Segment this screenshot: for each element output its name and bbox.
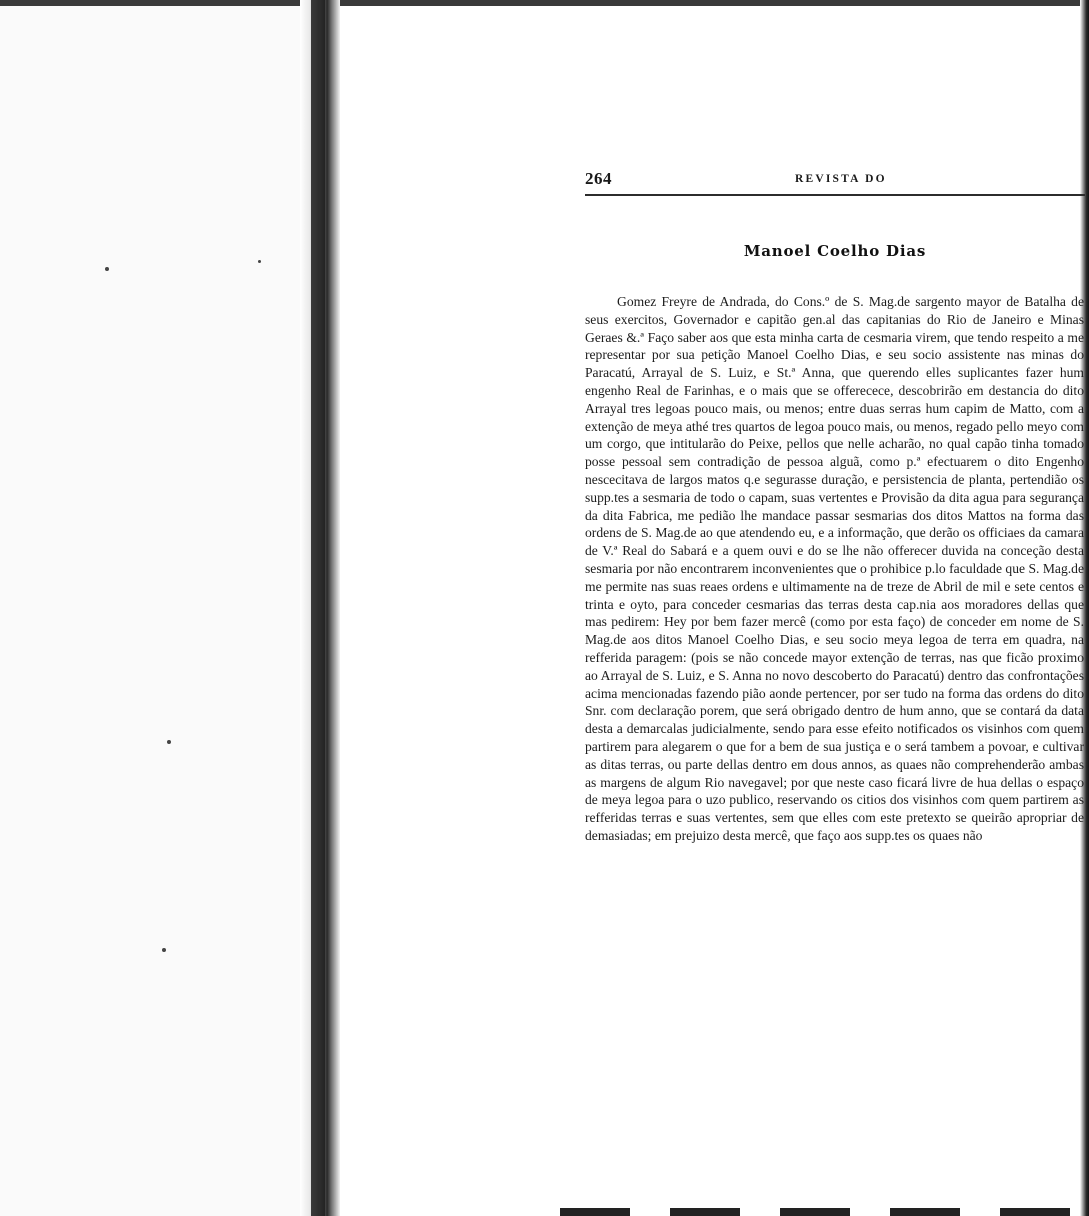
- body-text: [585, 293, 1084, 845]
- body-paragraph: Gomez Freyre de Andrada, do Cons.º de S. Mag.de sargento mayor de Batalha de seus exercitos, Governador e capitão gen.al das capitanias do Rio de Janeiro e Minas Geraes &.ª Faço saber aos que esta minha carta de cesmaria virem, que tendo respeito a me representar por sua petição Manoel Coelho Dias, e seu socio assistente nas minas do Paracatú, Arrayal de S. Luiz, e St.ª Anna, que querendo elles suplicantes fazer hum engenho Real de Farinhas, e o mais que se offerecece, descobrirão em destancia do dito Arrayal tres legoas pouco mais, ou menos; entre duas serras hum capim de Matto, com a extenção de meya athé tres quartos de legoa pouco mais, ou menos, regado pello meyo com um corgo, que intitularão do Peixe, pellos que nelle acharão, no qual capão tinha tomado posse pessoal sem contradição de pessoa alguã, como p.ª efectuarem o dito Engenho nescecitava de largos matos q.e segurasse duração, e persistencia de planta, pertendião os supp.tes a sesmaria de todo o capam, suas vertentes e Provisão da dita agua para segurança da dita Fabrica, me pedião lhe mandace passar sesmarias dos ditos Mattos na forma das ordens de S. Mag.de ao que atendendo eu, e a informação, que derão os officiaes da camara de V.ª Real do Sabará e a quem ouvi e do se lhe não offerecer duvida na conceção desta sesmaria por não encontrarem inconvenientes que o prohibice p.lo faculdade que S. Mag.de me permite nas suas reaes ordens e ultimamente na de treze de Abril de mil e sete centos e trinta e oyto, para conceder cesmarias das terras desta cap.nia aos moradores dellas que mas pedirem: Hey por bem fazer mercê (como por esta faço) de conceder em nome de S. Mag.de aos ditos Manoel Coelho Dias, e seu socio meya legoa de terra em quadra, na refferida paragem: (pois se não concede mayor extenção de terras, nas que ficão proximo ao Arrayal de S. Luiz, e S. Anna no novo descoberto do Paracatú) dentro das confrontações acima mencionadas fazendo pião aonde pertencer, por ser tudo na forma das ordens do dito Snr. com declaração porem, que será obrigado dentro de hum anno, que se contará da data desta a demarcalas judicialmente, sendo para esse efeito notificados os visinhos com quem partirem para alegarem o que for a bem de sua justiça e o será tambem a povoar, e cultivar as ditas terras, ou parte dellas dentro em dous annos, as quaes não comprehenderão ambas as margens de algum Rio navegavel; por que neste caso ficará livre de hua dellas o espaço de meya legoa para o uzo publico, reservando os citios dos visinhos com quem partirem as refferidas terras e suas vertentes, sem que elles com este pretexto se queirão apropriar de demasiadas; em prejuizo desta mercê, que faço aos supp.tes os quaes não: [585, 294, 1084, 843]
- scan-speck: [105, 267, 109, 271]
- left-blank-page: [0, 6, 325, 1216]
- page-number: 264: [585, 169, 612, 188]
- running-header: [585, 169, 1089, 191]
- scan-speck: [162, 948, 166, 952]
- header-rule: [585, 194, 1085, 196]
- book-spine: [311, 0, 325, 1216]
- section-title: Manoel Coelho Dias: [743, 242, 927, 260]
- scan-speck: [258, 260, 261, 263]
- running-head-title: REVISTA DO: [795, 173, 887, 185]
- scan-bottom-marks: [560, 1208, 1080, 1216]
- scan-speck: [167, 740, 171, 744]
